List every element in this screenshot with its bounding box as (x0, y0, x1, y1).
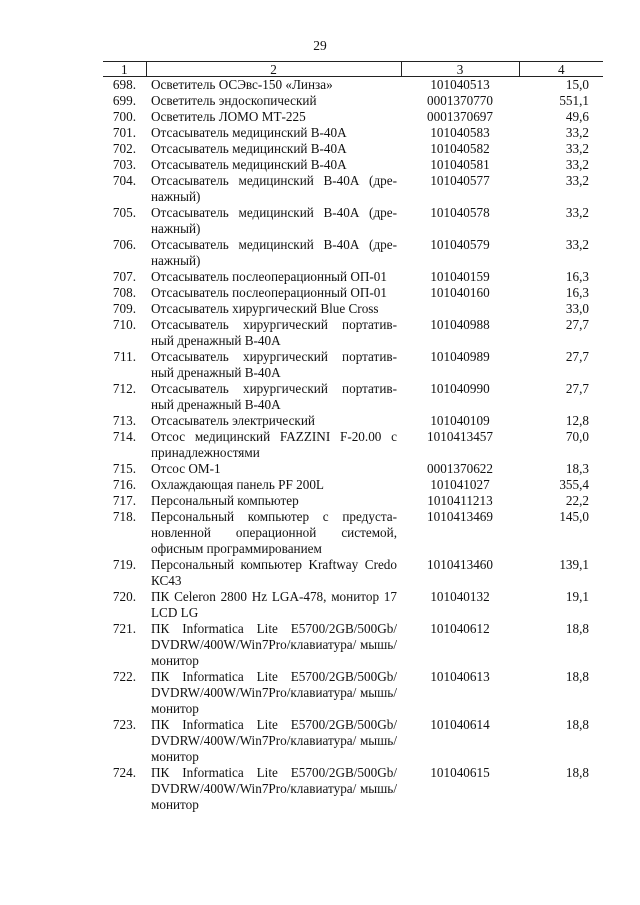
inventory-code: 1010413460 (427, 557, 493, 572)
table-row (103, 141, 603, 157)
item-name: Персональный компьютер (151, 493, 299, 508)
table-row (103, 669, 603, 717)
table-row (103, 589, 603, 621)
table-row (103, 173, 603, 205)
inventory-code: 101040612 (430, 621, 490, 636)
table-row (103, 237, 603, 269)
item-value: 355,4 (559, 477, 589, 492)
inventory-code (401, 301, 519, 317)
item-value: 16,3 (565, 285, 589, 300)
row-number: 702. (112, 141, 136, 156)
row-number: 722. (112, 669, 136, 684)
row-number: 708. (112, 285, 136, 300)
item-name: Отсасыватель медицинский В-40А (дре-нажный) (151, 237, 397, 268)
row-number: 707. (112, 269, 136, 284)
row-number: 704. (112, 173, 136, 188)
inventory-code: 101040583 (430, 125, 490, 140)
item-name: Отсасыватель медицинский В-40А (дре-нажный) (151, 205, 397, 236)
inventory-code: 101040990 (430, 381, 490, 396)
table-row (103, 381, 603, 413)
inventory-code: 101040579 (430, 237, 490, 252)
row-number: 711. (113, 349, 136, 364)
item-name: Персональный компьютер с предуста-новленной операционной системой, офисным программированием (151, 509, 397, 556)
inventory-code: 0001370622 (427, 461, 493, 476)
inventory-code: 101040613 (430, 669, 490, 684)
inventory-code: 101040582 (430, 141, 490, 156)
table-row (103, 413, 603, 429)
table-row (103, 477, 603, 493)
item-value: 70,0 (565, 429, 589, 444)
inventory-code: 101040160 (430, 285, 490, 300)
table-row (103, 93, 603, 109)
item-value: 33,2 (565, 205, 589, 220)
inventory-code: 101040578 (430, 205, 490, 220)
inventory-code: 1010411213 (427, 493, 493, 508)
row-number: 714. (112, 429, 136, 444)
table-row (103, 77, 603, 94)
item-value: 33,2 (565, 157, 589, 172)
item-value: 18,8 (565, 621, 589, 636)
item-name: ПК Celeron 2800 Hz LGA-478, монитор 17 LCD LG (151, 589, 397, 620)
inventory-code: 0001370697 (427, 109, 493, 124)
item-name: Отсасыватель послеоперационный ОП-01 (151, 285, 387, 300)
item-value: 33,2 (565, 173, 589, 188)
row-number: 724. (112, 765, 136, 780)
item-name: Отсасыватель электрический (151, 413, 315, 428)
table-row (103, 557, 603, 589)
inventory-code: 101040132 (430, 589, 490, 604)
table-row (103, 301, 603, 317)
item-value: 19,1 (565, 589, 589, 604)
inventory-code: 101040513 (430, 77, 490, 92)
inventory-code: 1010413469 (427, 509, 493, 524)
inventory-code: 101040159 (430, 269, 490, 284)
inventory-code: 101040109 (430, 413, 490, 428)
item-name: Отсасыватель хирургический портатив-ный дренажный В-40А (151, 349, 397, 380)
item-value: 18,8 (565, 717, 589, 732)
item-name: Отсасыватель хирургический Blue Cross (151, 301, 379, 316)
row-number: 720. (112, 589, 136, 604)
row-number: 710. (112, 317, 136, 332)
item-name: ПК Informatica Lite E5700/2GB/500Gb/ DVDRW/400W/Win7Pro/клавиатура/ мышь/монитор (151, 669, 397, 716)
inventory-code: 101040581 (430, 157, 490, 172)
table-row (103, 429, 603, 461)
item-value: 33,2 (565, 237, 589, 252)
item-name: ПК Informatica Lite E5700/2GB/500Gb/ DVDRW/400W/Win7Pro/клавиатура/ мышь/ монитор (151, 621, 397, 668)
item-name: Осветитель ЛОМО МТ-225 (151, 109, 306, 124)
item-name: ПК Informatica Lite E5700/2GB/500Gb/ DVDRW/400W/Win7Pro/клавиатура/ мышь/монитор (151, 765, 397, 812)
row-number: 715. (112, 461, 136, 476)
item-name: Отсос ОМ-1 (151, 461, 221, 476)
item-value: 33,2 (565, 141, 589, 156)
item-value: 49,6 (565, 109, 589, 124)
item-name: Отсасыватель медицинский В-40А (151, 141, 347, 156)
item-name: Отсасыватель послеоперационный ОП-01 (151, 269, 387, 284)
item-value: 18,3 (565, 461, 589, 476)
item-name: Осветитель ОСЭвс-150 «Линза» (151, 77, 333, 92)
page-number: 29 (313, 38, 327, 53)
column-header-2: 2 (146, 62, 401, 77)
item-name: Отсасыватель хирургический портатив-ный дренажный В-40А (151, 317, 397, 348)
item-value: 33,2 (565, 125, 589, 140)
item-value: 16,3 (565, 269, 589, 284)
table-row (103, 717, 603, 765)
table-row (103, 493, 603, 509)
row-number: 698. (112, 77, 136, 92)
item-name: Отсасыватель медицинский В-40А (151, 157, 347, 172)
item-value: 15,0 (565, 77, 589, 92)
item-value: 22,2 (565, 493, 589, 508)
table-row (103, 205, 603, 237)
row-number: 701. (112, 125, 136, 140)
item-name: Персональный компьютер Kraftway Credo КС43 (151, 557, 397, 588)
item-value: 551,1 (559, 93, 589, 108)
item-value: 18,8 (565, 669, 589, 684)
item-value: 139,1 (559, 557, 589, 572)
table-row (103, 269, 603, 285)
column-header-1: 1 (103, 62, 146, 77)
table-row (103, 349, 603, 381)
row-number: 705. (112, 205, 136, 220)
item-value: 18,8 (565, 765, 589, 780)
row-number: 716. (112, 477, 136, 492)
row-number: 703. (112, 157, 136, 172)
inventory-code: 101040577 (430, 173, 490, 188)
item-name: Отсасыватель хирургический портатив-ный дренажный В-40А (151, 381, 397, 412)
inventory-code: 101040988 (430, 317, 490, 332)
item-name: ПК Informatica Lite E5700/2GB/500Gb/ DVDRW/400W/Win7Pro/клавиатура/ мышь/монитор (151, 717, 397, 764)
item-name: Отсасыватель медицинский В-40А (151, 125, 347, 140)
row-number: 699. (112, 93, 136, 108)
row-number: 706. (112, 237, 136, 252)
row-number: 723. (112, 717, 136, 732)
table-row (103, 509, 603, 557)
table-row (103, 765, 603, 813)
inventory-code: 1010413457 (427, 429, 493, 444)
item-value: 27,7 (565, 317, 589, 332)
item-name: Осветитель эндоскопический (151, 93, 317, 108)
item-value: 145,0 (559, 509, 589, 524)
row-number: 713. (112, 413, 136, 428)
item-value: 27,7 (565, 349, 589, 364)
row-number: 717. (112, 493, 136, 508)
table-row (103, 461, 603, 477)
table-row (103, 109, 603, 125)
row-number: 712. (112, 381, 136, 396)
row-number: 719. (112, 557, 136, 572)
inventory-code: 101040614 (430, 717, 490, 732)
row-number: 718. (112, 509, 136, 524)
table-row (103, 285, 603, 301)
row-number: 721. (112, 621, 136, 636)
item-value: 12,8 (565, 413, 589, 428)
table-header-row (103, 62, 603, 77)
item-name: Отсасыватель медицинский В-40А (дре-нажный) (151, 173, 397, 204)
inventory-code: 101040615 (430, 765, 490, 780)
item-name: Охлаждающая панель PF 200L (151, 477, 324, 492)
inventory-table (103, 61, 603, 813)
column-header-4: 4 (519, 62, 603, 77)
inventory-code: 101041027 (430, 477, 490, 492)
table-row (103, 317, 603, 349)
item-value: 27,7 (565, 381, 589, 396)
inventory-code: 101040989 (430, 349, 490, 364)
table-row (103, 125, 603, 141)
column-header-3: 3 (401, 62, 519, 77)
inventory-code: 0001370770 (427, 93, 493, 108)
item-name: Отсос медицинский FAZZINI F-20.00 с принадлежностями (151, 429, 397, 460)
table-row (103, 157, 603, 173)
row-number: 709. (112, 301, 136, 316)
row-number: 700. (112, 109, 136, 124)
table-row (103, 621, 603, 669)
item-value: 33,0 (565, 301, 589, 316)
